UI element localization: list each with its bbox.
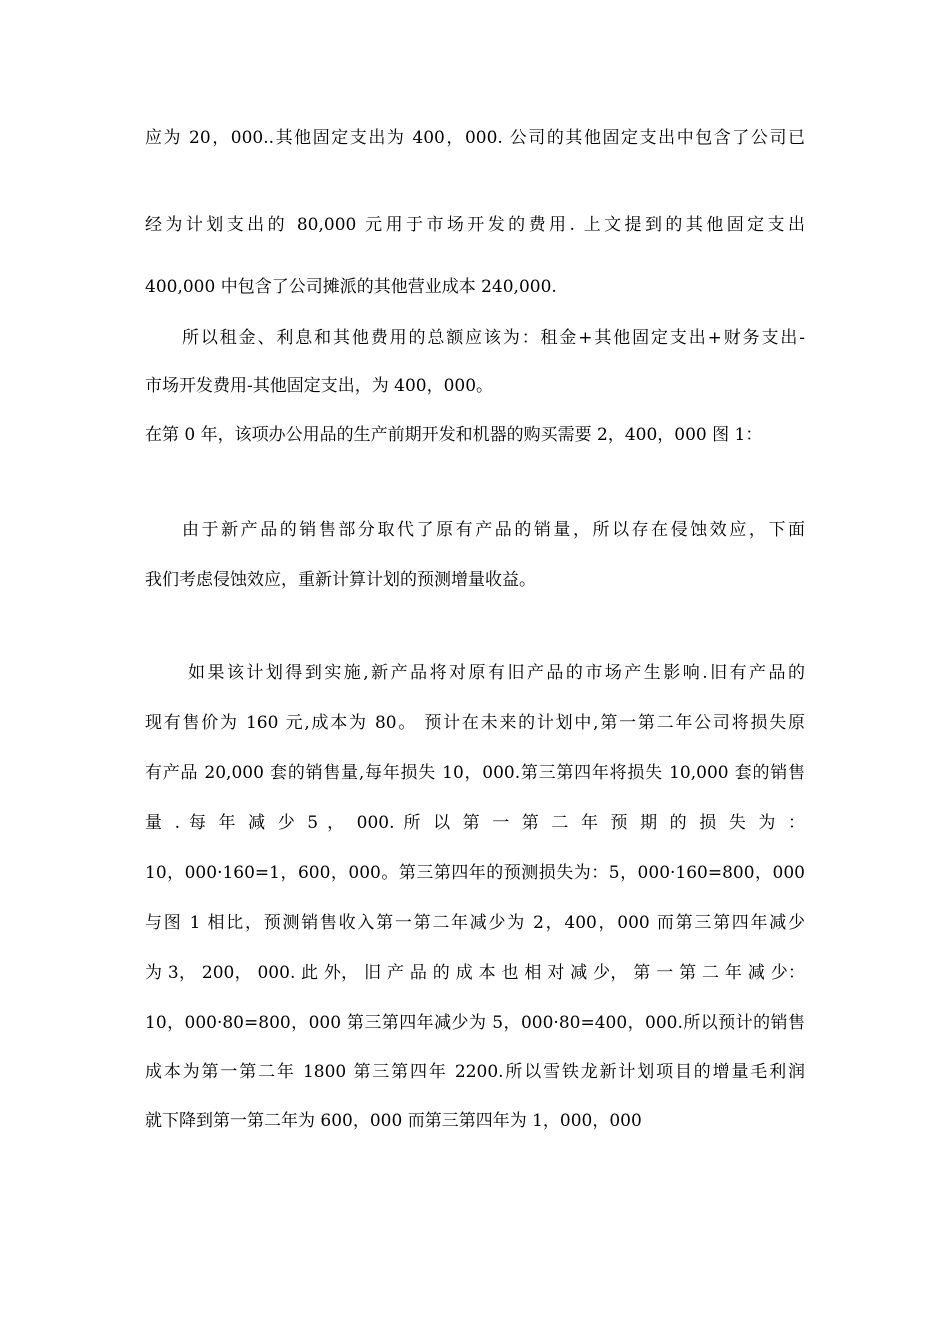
paragraph-line-14: 与图 1 相比，预测销售收入第一第二年减少为 2，400，000 而第三第四年减少 [145,913,805,933]
paragraph-line-12: 量 . 每 年 减 少 5 ， 000. 所 以 第 一 第 二 年 预 期 的 损 失 为 ： [145,813,805,833]
paragraph-line-2: 经为计划支出的 80,000 元用于市场开发的费用. 上文提到的其他固定支出 [145,215,805,235]
paragraph-line-16: 10，000·80=800，000 第三第四年减少为 5，000·80=400，000.所以预计的销售 [145,1013,805,1033]
paragraph-line-6: 在第 0 年，该项办公用品的生产前期开发和机器的购买需要 2，400，000 图 1： [145,425,763,445]
paragraph-line-7: 由于新产品的销售部分取代了原有产品的销量，所以存在侵蚀效应，下面 [182,520,805,540]
paragraph-line-15: 为 3， 200， 000. 此 外， 旧 产 品 的 成 本 也 相 对 减 少， 第 一 第 二 年 减 少： [145,963,805,983]
paragraph-line-8: 我们考虑侵蚀效应，重新计算计划的预测增量收益。 [145,570,536,590]
paragraph-line-3: 400,000 中包含了公司摊派的其他营业成本 240,000. [145,277,557,297]
paragraph-line-10: 现有售价为 160 元,成本为 80。 预计在未来的计划中,第一第二年公司将损失原 [145,713,805,733]
paragraph-line-1: 应为 20，000..其他固定支出为 400，000. 公司的其他固定支出中包含了公司已 [145,128,805,148]
paragraph-line-5: 市场开发费用-其他固定支出，为 400，000。 [145,376,494,396]
paragraph-line-11: 有产品 20,000 套的销售量,每年损失 10，000.第三第四年将损失 10,000 套的销售 [145,763,805,783]
paragraph-line-17: 成本为第一第二年 1800 第三第四年 2200.所以雪铁龙新计划项目的增量毛利润 [145,1062,805,1082]
paragraph-line-9: 如果该计划得到实施,新产品将对原有旧产品的市场产生影响.旧有产品的 [188,663,805,683]
paragraph-line-18: 就下降到第一第二年为 600，000 而第三第四年为 1，000，000 [145,1111,642,1131]
paragraph-line-4: 所以租金、利息和其他费用的总额应该为：租金+其他固定支出+财务支出- [182,328,805,348]
paragraph-line-13: 10，000·160=1，600，000。第三第四年的预测损失为：5，000·160=800，000 [145,863,805,883]
